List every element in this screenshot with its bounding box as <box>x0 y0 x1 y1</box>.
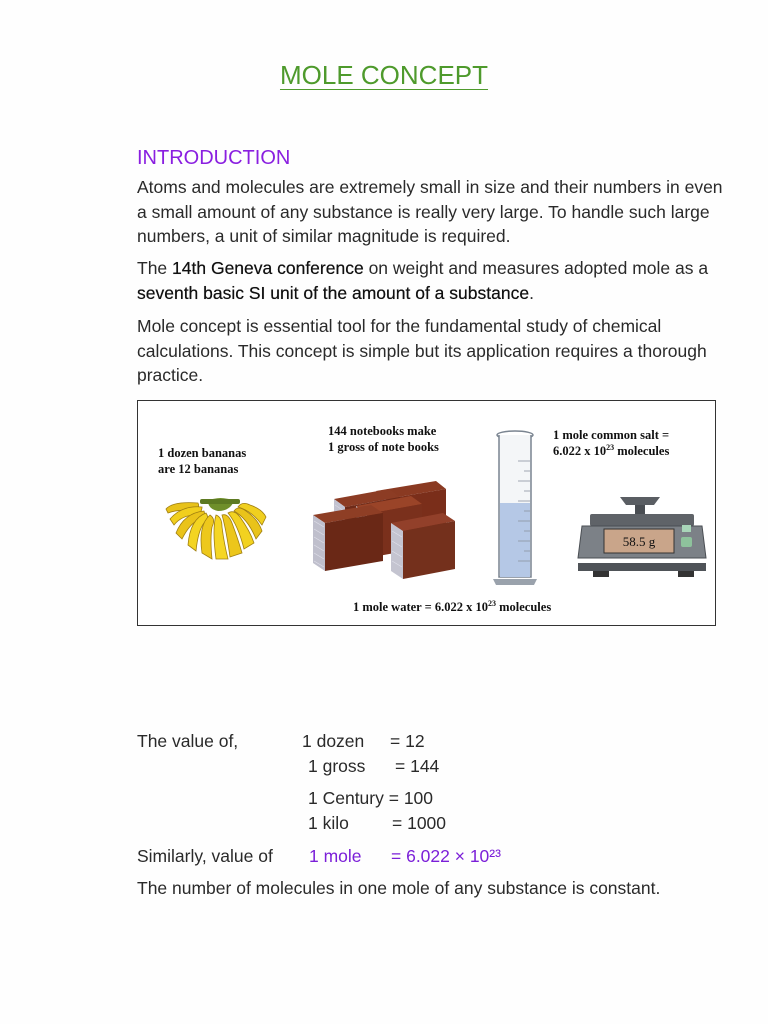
page-title: MOLE CONCEPT <box>279 60 489 90</box>
similarly-label: Similarly, value of <box>137 846 273 866</box>
kilo-name: 1 kilo <box>308 813 349 833</box>
gross-value: = 144 <box>395 756 440 776</box>
intro-paragraph-1: Atoms and molecules are extremely small in size and their numbers in even a small amount of any substance is really very large. To handle such large numbers, a unit of similar magnitude is required. <box>137 177 723 246</box>
scale-reading: 58.5 g <box>622 534 656 549</box>
value-of-label: The value of, <box>137 731 239 751</box>
bananas-label-1: 1 dozen bananas <box>158 446 247 460</box>
notebooks-icon <box>313 481 455 579</box>
water-label-post: molecules <box>496 600 552 614</box>
p2-text: on weight and measures adopted mole as a <box>363 258 709 278</box>
salt-label-post: molecules <box>614 444 670 458</box>
kilo-value: = 1000 <box>392 813 447 833</box>
mole-illustration <box>137 400 716 626</box>
p2-text: The <box>137 258 173 278</box>
bananas-icon <box>166 498 266 559</box>
geneva-conference-text: 14th Geneva conference <box>172 258 364 278</box>
illustration-svg <box>138 401 714 624</box>
century-value: 1 Century = 100 <box>308 788 434 808</box>
mole-name: 1 mole <box>309 846 362 866</box>
dozen-value: = 12 <box>390 731 425 751</box>
water-label-pre: 1 mole water = 6.022 x 10 <box>353 600 488 614</box>
mole-value: = 6.022 × 10²³ <box>391 846 501 866</box>
salt-label-1: 1 mole common salt = <box>553 428 670 442</box>
intro-paragraph-3: Mole concept is essential tool for the fundamental study of chemical calculations. This concept is simple but its application requires a thorough practice. <box>137 316 707 385</box>
bananas-label-2: are 12 bananas <box>158 462 239 476</box>
section-heading-introduction: INTRODUCTION <box>137 147 291 169</box>
water-label <box>353 599 551 614</box>
dozen-name: 1 dozen <box>302 731 365 751</box>
gross-name: 1 gross <box>308 756 366 776</box>
weighing-scale-icon <box>578 497 706 577</box>
salt-label-2 <box>553 443 669 458</box>
notebooks-label-2: 1 gross of note books <box>328 440 439 454</box>
intro-paragraph-2 <box>137 256 737 305</box>
p2-text: . <box>529 282 534 303</box>
salt-label-pre: 6.022 x 10 <box>553 444 607 458</box>
conclusion-text: The number of molecules in one mole of any substance is constant. <box>137 878 661 898</box>
measuring-cylinder-icon <box>493 431 537 585</box>
page-title-wrap <box>0 60 768 91</box>
si-unit-text: seventh basic SI unit of the amount of a substance <box>137 282 530 303</box>
salt-exponent: 23 <box>606 443 615 452</box>
water-exponent: 23 <box>488 599 496 608</box>
notebooks-label-1: 144 notebooks make <box>328 424 437 438</box>
